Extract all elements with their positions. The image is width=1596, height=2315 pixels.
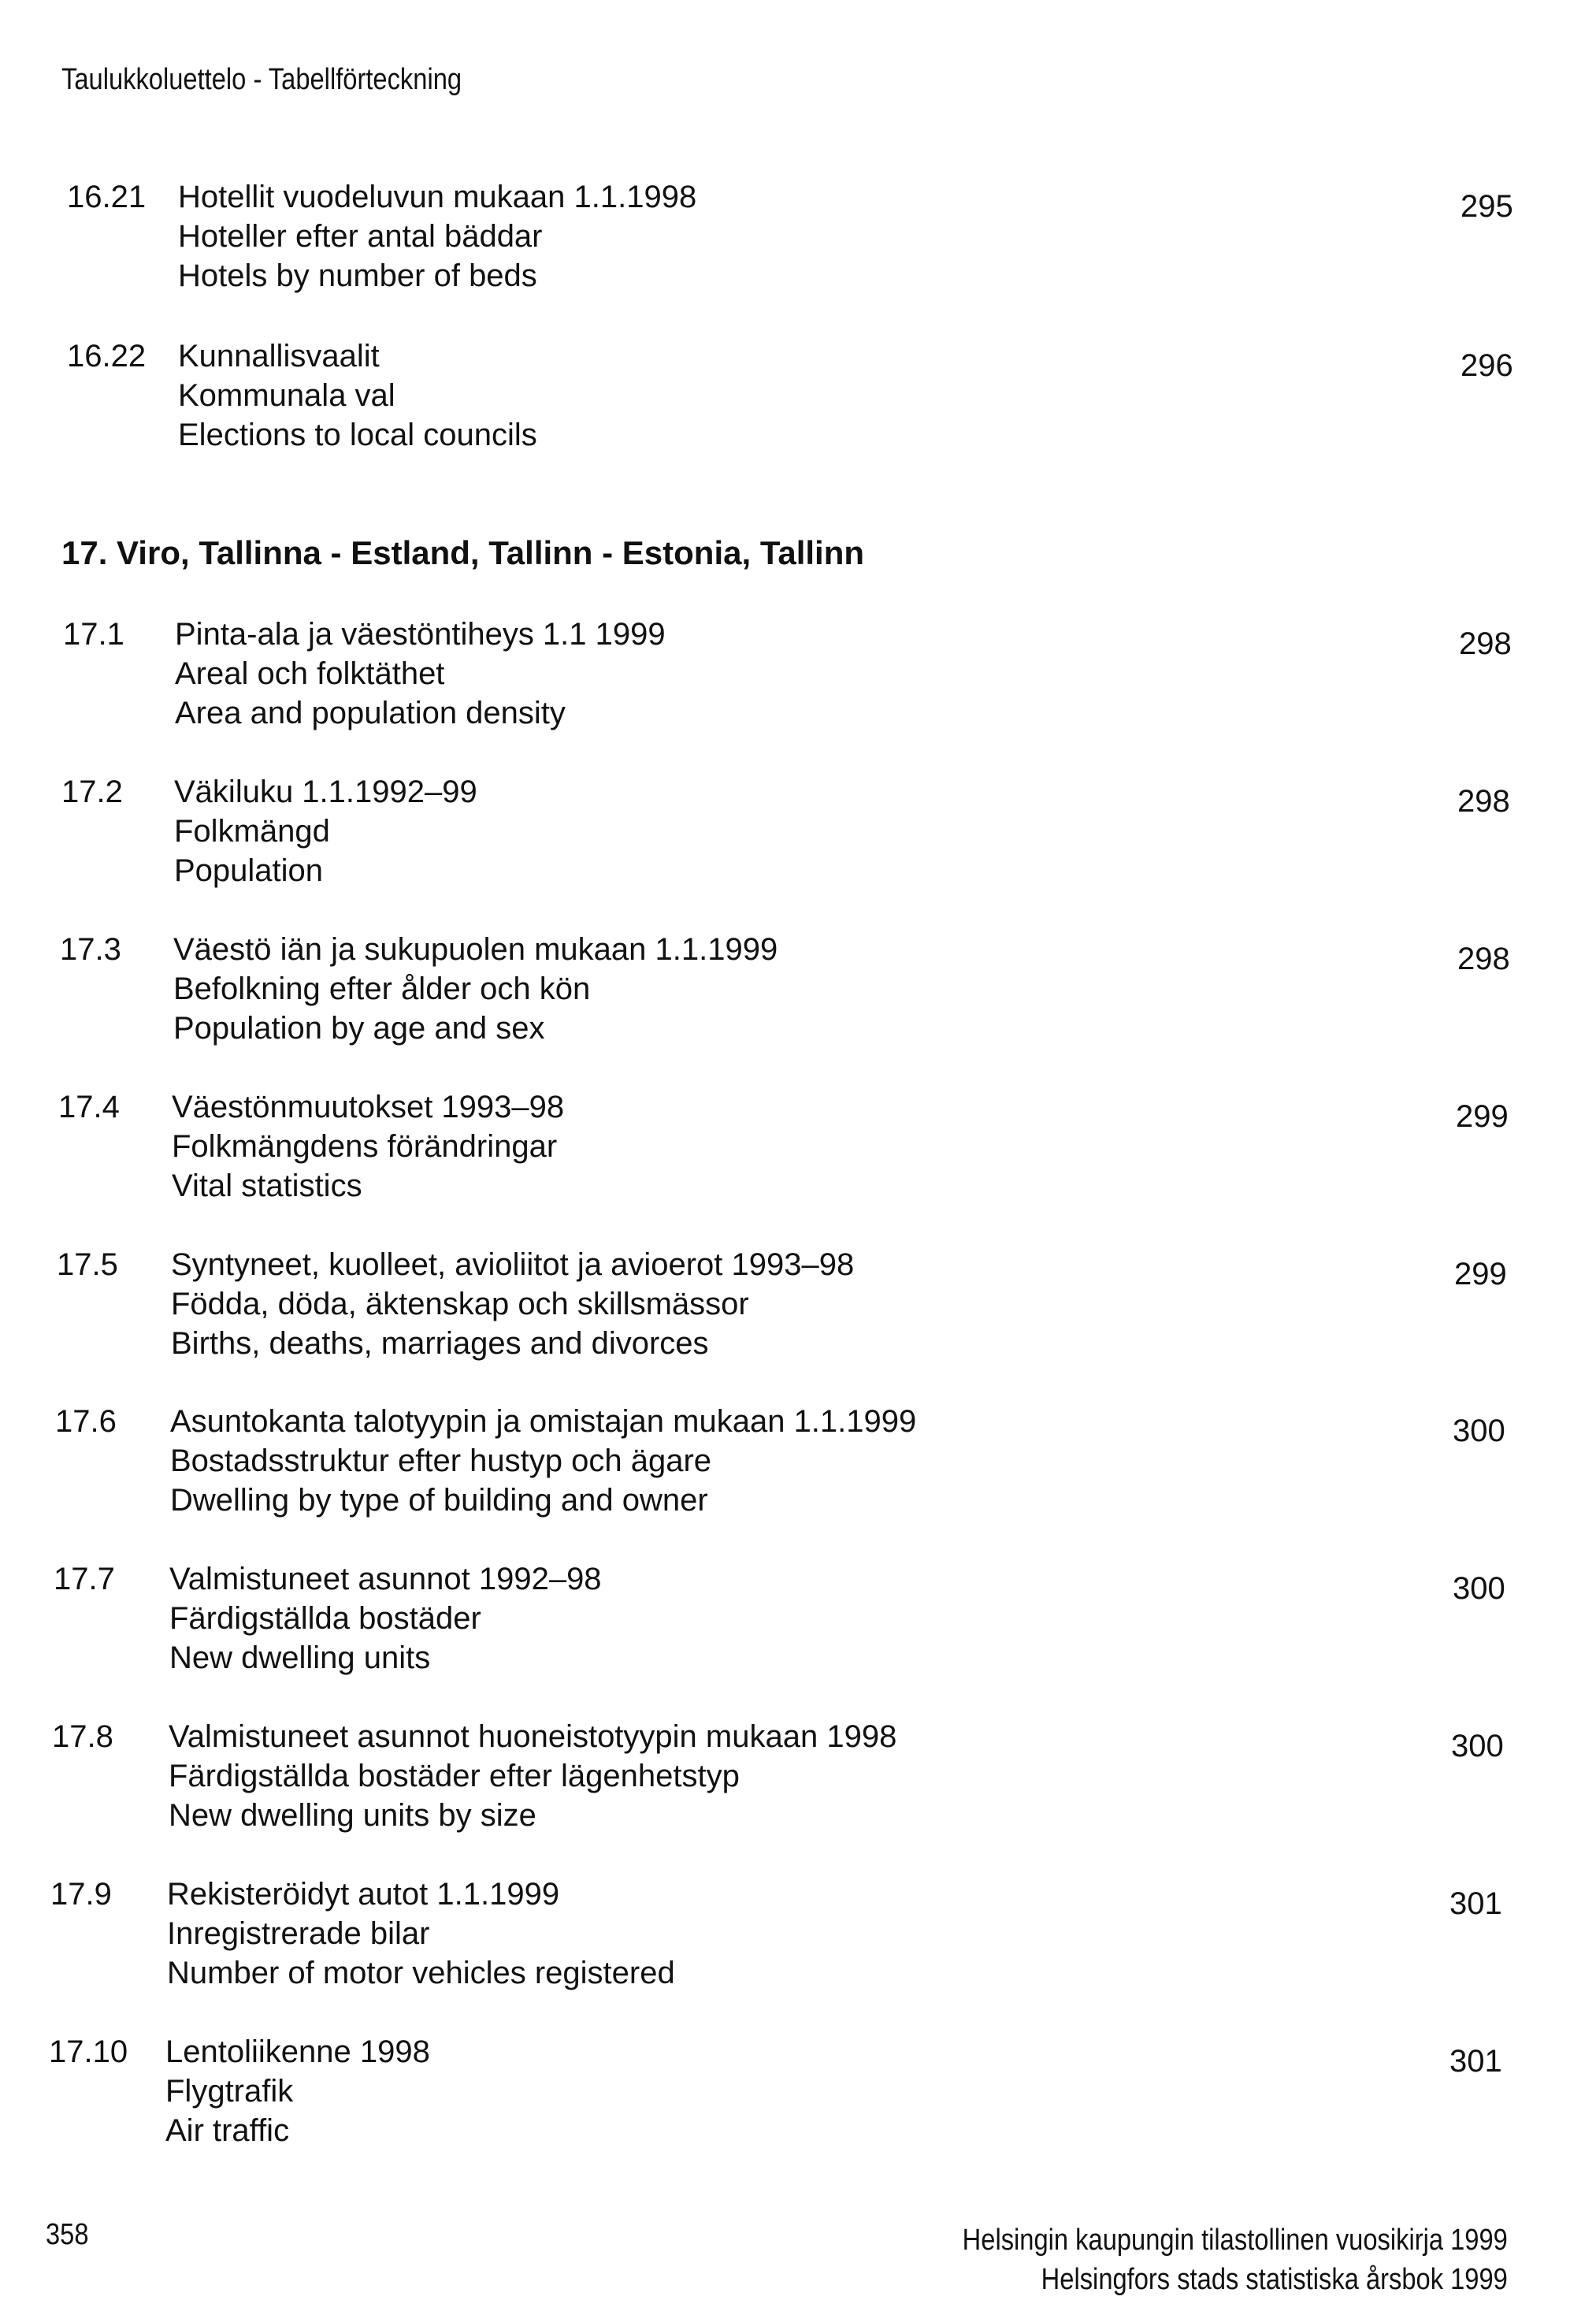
entry-title-en: Dwelling by type of building and owner	[170, 1483, 708, 1518]
entry-number: 17.2	[61, 775, 123, 809]
page-number: 358	[46, 2218, 89, 2251]
toc-entry-17-10	[0, 2032, 1596, 2158]
entry-page: 298	[1457, 942, 1510, 976]
entry-title-fi: Valmistuneet asunnot 1992–98	[169, 1562, 602, 1596]
entry-title-sv: Folkmängdens förändringar	[172, 1129, 558, 1164]
entry-page: 300	[1451, 1729, 1504, 1763]
entry-page: 298	[1457, 784, 1510, 819]
entry-title-fi: Valmistuneet asunnot huoneistotyypin mukaan 1998	[169, 1719, 897, 1754]
entry-page: 301	[1449, 2044, 1502, 2079]
entry-page: 299	[1456, 1099, 1509, 1134]
entry-title-sv: Folkmängd	[174, 814, 330, 849]
entry-page: 298	[1459, 626, 1512, 661]
entry-title-fi: Hotellit vuodeluvun mukaan 1.1.1998	[178, 180, 697, 214]
entry-title-fi: Rekisteröidyt autot 1.1.1999	[167, 1877, 560, 1912]
entry-title-fi: Syntyneet, kuolleet, avioliitot ja avioerot 1993–98	[171, 1247, 855, 1282]
entry-number: 17.10	[49, 2034, 128, 2069]
toc-entry-17-4	[0, 1087, 1596, 1213]
entry-number: 17.9	[50, 1877, 112, 1912]
entry-title-sv: Hoteller efter antal bäddar	[178, 219, 543, 254]
entry-number: 16.22	[67, 339, 147, 373]
entry-title-fi: Pinta-ala ja väestöntiheys 1.1 1999	[175, 617, 666, 652]
entry-number: 17.4	[58, 1090, 120, 1124]
entry-number: 17.3	[60, 932, 121, 967]
entry-title-en: Area and population density	[175, 696, 566, 730]
entry-title-sv: Födda, döda, äktenskap och skillsmässor	[171, 1287, 749, 1321]
entry-page: 300	[1453, 1571, 1505, 1606]
entry-title-sv: Bostadsstruktur efter hustyp och ägare	[170, 1444, 712, 1478]
toc-entry-16-21	[0, 177, 1596, 303]
entry-title-sv: Kommunala val	[178, 378, 395, 413]
entry-page: 300	[1453, 1414, 1505, 1448]
entry-title-sv: Flygtrafik	[165, 2074, 294, 2109]
toc-entry-17-2	[0, 772, 1596, 898]
running-head: Taulukkoluettelo - Tabellförteckning	[61, 63, 462, 96]
toc-entry-17-8	[0, 1717, 1596, 1843]
entry-title-sv: Inregistrerade bilar	[167, 1916, 430, 1951]
entry-title-en: Hotels by number of beds	[178, 258, 537, 293]
entry-number: 17.7	[54, 1562, 115, 1596]
entry-title-en: Births, deaths, marriages and divorces	[171, 1326, 709, 1361]
entry-title-en: Elections to local councils	[178, 418, 537, 452]
entry-title-en: New dwelling units	[169, 1641, 431, 1675]
entry-title-en: Population	[174, 853, 324, 888]
toc-entry-17-5	[0, 1245, 1596, 1371]
entry-title-sv: Befolkning efter ålder och kön	[173, 972, 591, 1006]
entry-page: 296	[1461, 348, 1513, 383]
entry-title-en: Population by age and sex	[173, 1011, 545, 1046]
toc-entry-17-7	[0, 1559, 1596, 1685]
entry-title-fi: Asuntokanta talotyypin ja omistajan mukaan 1.1.1999	[170, 1404, 917, 1439]
entry-number: 17.5	[57, 1247, 118, 1282]
toc-entry-16-22	[0, 336, 1596, 463]
toc-entry-17-3	[0, 930, 1596, 1056]
publication-title-sv: Helsingfors stads statistiska årsbok 1999	[1041, 2263, 1508, 2296]
toc-entry-17-9	[0, 1875, 1596, 2001]
entry-page: 301	[1449, 1886, 1502, 1921]
publication-footer	[874, 2220, 1508, 2299]
entry-number: 17.8	[52, 1719, 113, 1754]
entry-title-en: New dwelling units by size	[169, 1798, 536, 1833]
entry-title-sv: Färdigställda bostäder	[169, 1601, 481, 1636]
entry-title-fi: Väestönmuutokset 1993–98	[172, 1090, 565, 1124]
entry-title-en: Air traffic	[165, 2113, 290, 2148]
entry-number: 17.1	[63, 617, 124, 652]
section-heading: 17. Viro, Tallinna - Estland, Tallinn - Estonia, Tallinn	[61, 534, 865, 571]
entry-number: 16.21	[67, 180, 147, 214]
entry-title-fi: Kunnallisvaalit	[178, 339, 380, 373]
toc-entry-17-6	[0, 1402, 1596, 1528]
entry-title-en: Number of motor vehicles registered	[167, 1956, 675, 1990]
toc-entry-17-1	[0, 615, 1596, 741]
entry-title-fi: Lentoliikenne 1998	[165, 2034, 430, 2069]
entry-title-en: Vital statistics	[172, 1169, 362, 1203]
publication-title-fi: Helsingin kaupungin tilastollinen vuosikirja 1999	[962, 2224, 1508, 2257]
entry-title-fi: Väkiluku 1.1.1992–99	[174, 775, 477, 809]
entry-title-fi: Väestö iän ja sukupuolen mukaan 1.1.1999	[173, 932, 778, 967]
entry-page: 295	[1461, 189, 1513, 224]
entry-title-sv: Färdigställda bostäder efter lägenhetstyp	[169, 1759, 740, 1793]
entry-title-sv: Areal och folktäthet	[175, 656, 445, 691]
entry-page: 299	[1454, 1257, 1507, 1291]
entry-number: 17.6	[55, 1404, 117, 1439]
